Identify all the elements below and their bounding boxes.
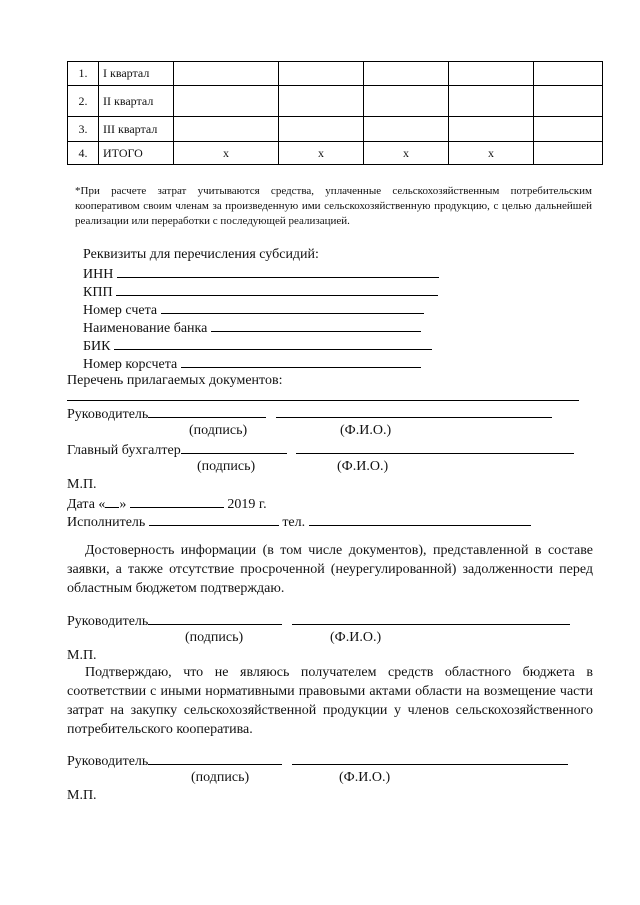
podpis-caption: (подпись)	[189, 423, 248, 438]
stamp-mark: М.П.	[67, 788, 97, 803]
head-label: Руководитель	[67, 407, 149, 422]
accountant-fio-field[interactable]	[296, 440, 574, 454]
head-label: Руководитель	[67, 614, 149, 629]
table-cell	[174, 62, 279, 86]
table-row	[68, 117, 603, 142]
fio-caption: (Ф.И.О.)	[339, 770, 391, 785]
inn-label: ИНН	[83, 267, 114, 282]
table-cell	[534, 117, 603, 142]
confirmation-paragraph-1: Достоверность информации (в том числе документов), представленной в составе заявки, а также отсутствие просроченной (неурегулированной) задолженности перед областным бюджетом подтверждаю.	[67, 543, 593, 596]
podpis-caption: (подпись)	[185, 630, 244, 645]
table-cell	[364, 86, 449, 117]
row-number: 3.	[68, 117, 99, 142]
table-cell	[449, 86, 534, 117]
date-row	[67, 494, 267, 513]
date-label: Дата «	[67, 497, 106, 512]
table-cell	[364, 62, 449, 86]
inn-field[interactable]	[117, 264, 439, 278]
bik-label: БИК	[83, 339, 111, 354]
table-row	[68, 86, 603, 117]
row-number: 2.	[68, 86, 99, 117]
table-cell: x	[364, 142, 449, 165]
confirmation-paragraph-2: Подтверждаю, что не являюсь получателем средств областного бюджета в соответствии с иными нормативными правовыми актами области на возмещение части затрат на закупку сельскохозяйственной продукции у членов сельскохозяйственного потребительского кооператива.	[67, 665, 593, 737]
head-fio-field-3[interactable]	[292, 751, 568, 765]
tel-field[interactable]	[309, 512, 531, 526]
row-name: ИТОГО	[99, 142, 174, 165]
table-row	[68, 142, 603, 165]
table-cell: x	[449, 142, 534, 165]
table-cell: x	[279, 142, 364, 165]
tel-label: тел.	[282, 515, 306, 530]
bik-row	[83, 336, 432, 355]
documents-list-label: Перечень прилагаемых документов:	[67, 373, 283, 388]
head-signature-field-3[interactable]	[148, 751, 282, 765]
accountant-signature-row	[67, 440, 574, 459]
podpis-caption: (подпись)	[191, 770, 250, 785]
head-signature-row	[67, 404, 552, 423]
accountant-label: Главный бухгалтер	[67, 443, 181, 458]
table-cell	[279, 117, 364, 142]
table-cell	[174, 117, 279, 142]
kpp-row	[83, 282, 438, 301]
accountant-signature-field[interactable]	[181, 440, 287, 454]
podpis-caption: (подпись)	[197, 459, 256, 474]
documents-list-line[interactable]	[67, 400, 579, 401]
row-name: II квартал	[99, 86, 174, 117]
table-cell	[534, 86, 603, 117]
head-signature-row-3	[67, 751, 568, 770]
corr-label: Номер корсчета	[83, 357, 178, 372]
requisites-heading: Реквизиты для перечисления субсидий:	[83, 247, 319, 262]
date-year: 2019 г.	[227, 497, 267, 512]
corr-row	[83, 354, 421, 373]
stamp-mark: М.П.	[67, 648, 97, 663]
table-cell	[174, 86, 279, 117]
table-cell	[449, 117, 534, 142]
table-cell	[449, 62, 534, 86]
executor-field[interactable]	[149, 512, 279, 526]
row-name: III квартал	[99, 117, 174, 142]
kpp-label: КПП	[83, 285, 113, 300]
date-day-field[interactable]	[105, 494, 119, 508]
executor-row	[67, 512, 531, 531]
footnote: *При расчете затрат учитываются средства, уплаченные сельскохозяйственным потребительским кооперативом своим членам за произведенную ими сельскохозяйственную продукцию, с целью дальнейшей реализации или переработки с последующей реализацией.	[75, 185, 592, 227]
account-label: Номер счета	[83, 303, 158, 318]
head-signature-field-2[interactable]	[148, 611, 282, 625]
table-cell	[364, 117, 449, 142]
head-signature-field[interactable]	[148, 404, 266, 418]
head-label: Руководитель	[67, 754, 149, 769]
row-name: I квартал	[99, 62, 174, 86]
table-cell	[534, 62, 603, 86]
bank-row	[83, 318, 421, 337]
quarters-table	[67, 61, 603, 165]
bank-field[interactable]	[211, 318, 421, 332]
table-cell: x	[174, 142, 279, 165]
corr-field[interactable]	[181, 354, 421, 368]
table-cell	[534, 142, 603, 165]
date-quote-close: »	[119, 497, 127, 512]
bank-label: Наименование банка	[83, 321, 208, 336]
inn-row	[83, 264, 439, 283]
account-row	[83, 300, 424, 319]
kpp-field[interactable]	[116, 282, 438, 296]
head-fio-field[interactable]	[276, 404, 552, 418]
fio-caption: (Ф.И.О.)	[337, 459, 389, 474]
stamp-mark: М.П.	[67, 477, 97, 492]
fio-caption: (Ф.И.О.)	[340, 423, 392, 438]
account-field[interactable]	[161, 300, 424, 314]
table-row	[68, 62, 603, 86]
table-cell	[279, 86, 364, 117]
fio-caption: (Ф.И.О.)	[330, 630, 382, 645]
row-number: 1.	[68, 62, 99, 86]
head-signature-row-2	[67, 611, 570, 630]
date-month-field[interactable]	[130, 494, 224, 508]
bik-field[interactable]	[114, 336, 432, 350]
executor-label: Исполнитель	[67, 515, 146, 530]
head-fio-field-2[interactable]	[292, 611, 570, 625]
row-number: 4.	[68, 142, 99, 165]
table-cell	[279, 62, 364, 86]
